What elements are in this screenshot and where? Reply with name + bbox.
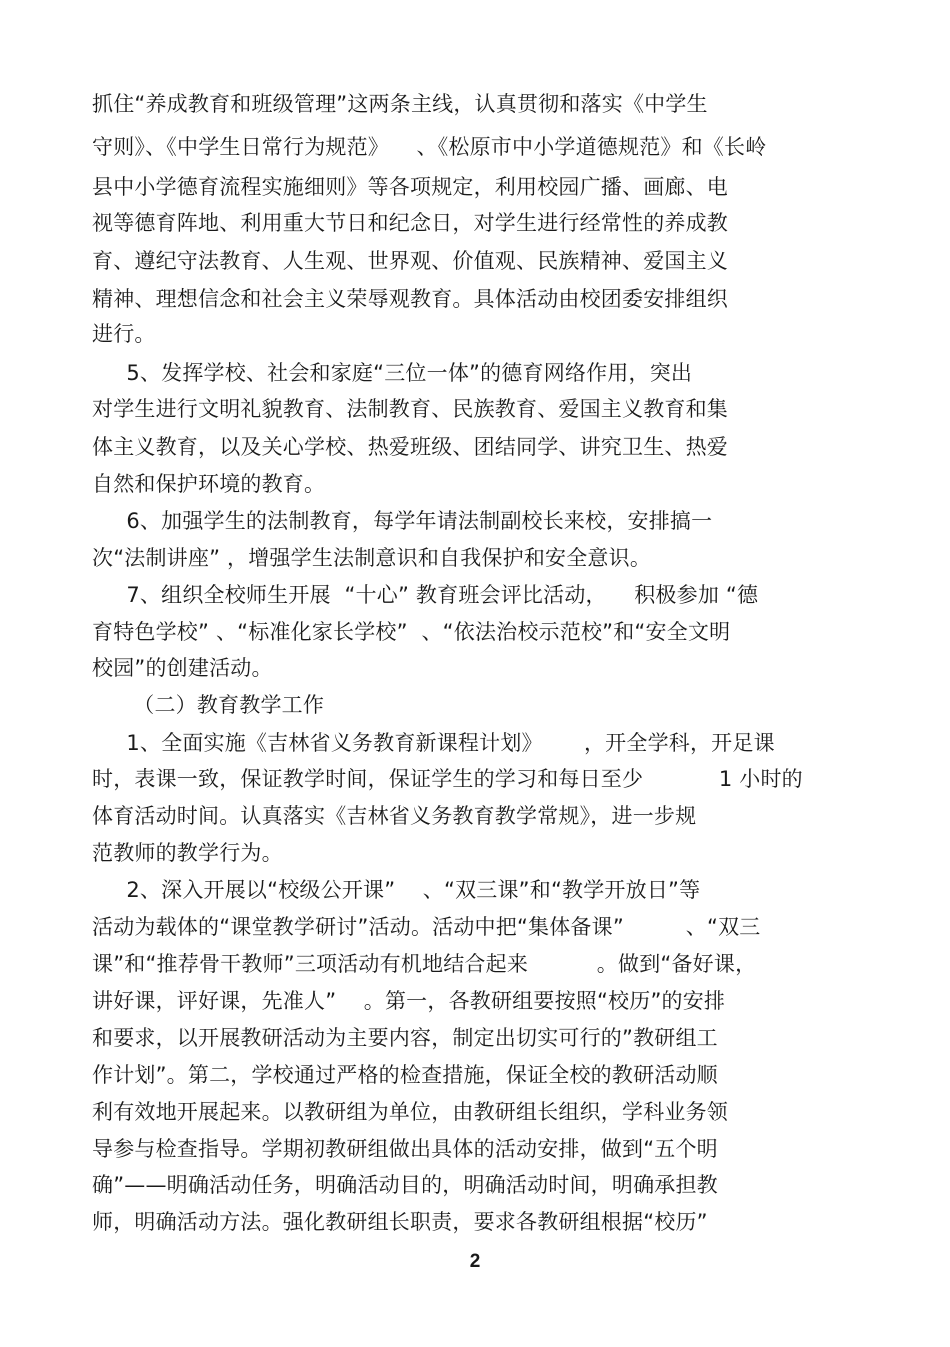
page-number: 2 (469, 1251, 481, 1272)
text-line: 6、加强学生的法制教育，每学年请法制副校长来校，安排搞一 (92, 509, 713, 533)
text-line: 体育活动时间。认真落实《吉林省义务教育教学常规》，进一步规 (92, 804, 697, 828)
text-line: 2、深入开展以“校级公开课” 、“双三课”和“教学开放日”等 (92, 878, 701, 902)
text-line: 活动为载体的“课堂教学研讨”活动。活动中把“集体备课” 、“双三 (92, 915, 761, 939)
text-line: 导参与检查指导。学期初教研组做出具体的活动安排，做到“五个明 (92, 1137, 718, 1161)
text-line: 抓住“养成教育和班级管理”这两条主线，认真贯彻和落实《中学生 (92, 92, 708, 116)
text-line: 课”和“推荐骨干教师”三项活动有机地结合起来 。做到“备好课， (92, 952, 757, 976)
text-line: 利有效地开展起来。以教研组为单位，由教研组长组织，学科业务领 (92, 1100, 728, 1124)
text-line: 作计划”。第二，学校通过严格的检查措施，保证全校的教研活动顺 (92, 1063, 718, 1087)
text-line: 时，表课一致，保证教学时间，保证学生的学习和每日至少 1 小时的 (92, 767, 803, 791)
text-line: 讲好课，评好课，先准人” 。第一，各教研组要按照“校历”的安排 (92, 989, 726, 1013)
text-line: 1、全面实施《吉林省义务教育新课程计划》 ，开全学科，开足课 (92, 731, 775, 755)
text-line: 进行。 (92, 322, 156, 346)
text-line: 精神、理想信念和社会主义荣辱观教育。具体活动由校团委安排组织 (92, 287, 728, 311)
text-line: 校园”的创建活动。 (92, 656, 273, 680)
text-line: 育特色学校” 、“标准化家长学校” 、“依法治校示范校”和“安全文明 (92, 620, 731, 644)
text-line: 自然和保护环境的教育。 (92, 472, 326, 496)
text-line: 确”——明确活动任务，明确活动目的，明确活动时间，明确承担教 (92, 1173, 718, 1197)
text-line: 范教师的教学行为。 (92, 841, 283, 865)
text-line: 视等德育阵地、利用重大节日和纪念日，对学生进行经常性的养成教 (92, 211, 728, 235)
section-heading: （二）教育教学工作 (92, 693, 325, 717)
text-line: 体主义教育，以及关心学校、热爱班级、团结同学、讲究卫生、热爱 (92, 435, 728, 459)
text-line: 育、遵纪守法教育、人生观、世界观、价值观、民族精神、爱国主义 (92, 249, 728, 273)
text-line: 7、组织全校师生开展 “十心” 教育班会评比活动， 积极参加 “德 (92, 583, 759, 607)
text-line: 对学生进行文明礼貌教育、法制教育、民族教育、爱国主义教育和集 (92, 397, 728, 421)
text-line: 县中小学德育流程实施细则》等各项规定，利用校园广播、画廊、电 (92, 175, 728, 199)
text-line: 师，明确活动方法。强化教研组长职责，要求各教研组根据“校历” (92, 1210, 708, 1234)
text-line: 和要求，以开展教研活动为主要内容，制定出切实可行的”教研组工 (92, 1026, 718, 1050)
text-line: 次“法制讲座” ，增强学生法制意识和自我保护和安全意识。 (92, 546, 652, 570)
text-line: 5、发挥学校、社会和家庭“三位一体”的德育网络作用，突出 (92, 361, 693, 385)
text-line: 守则》、《中学生日常行为规范》 、《松原市中小学道德规范》和《长岭 (92, 135, 767, 159)
